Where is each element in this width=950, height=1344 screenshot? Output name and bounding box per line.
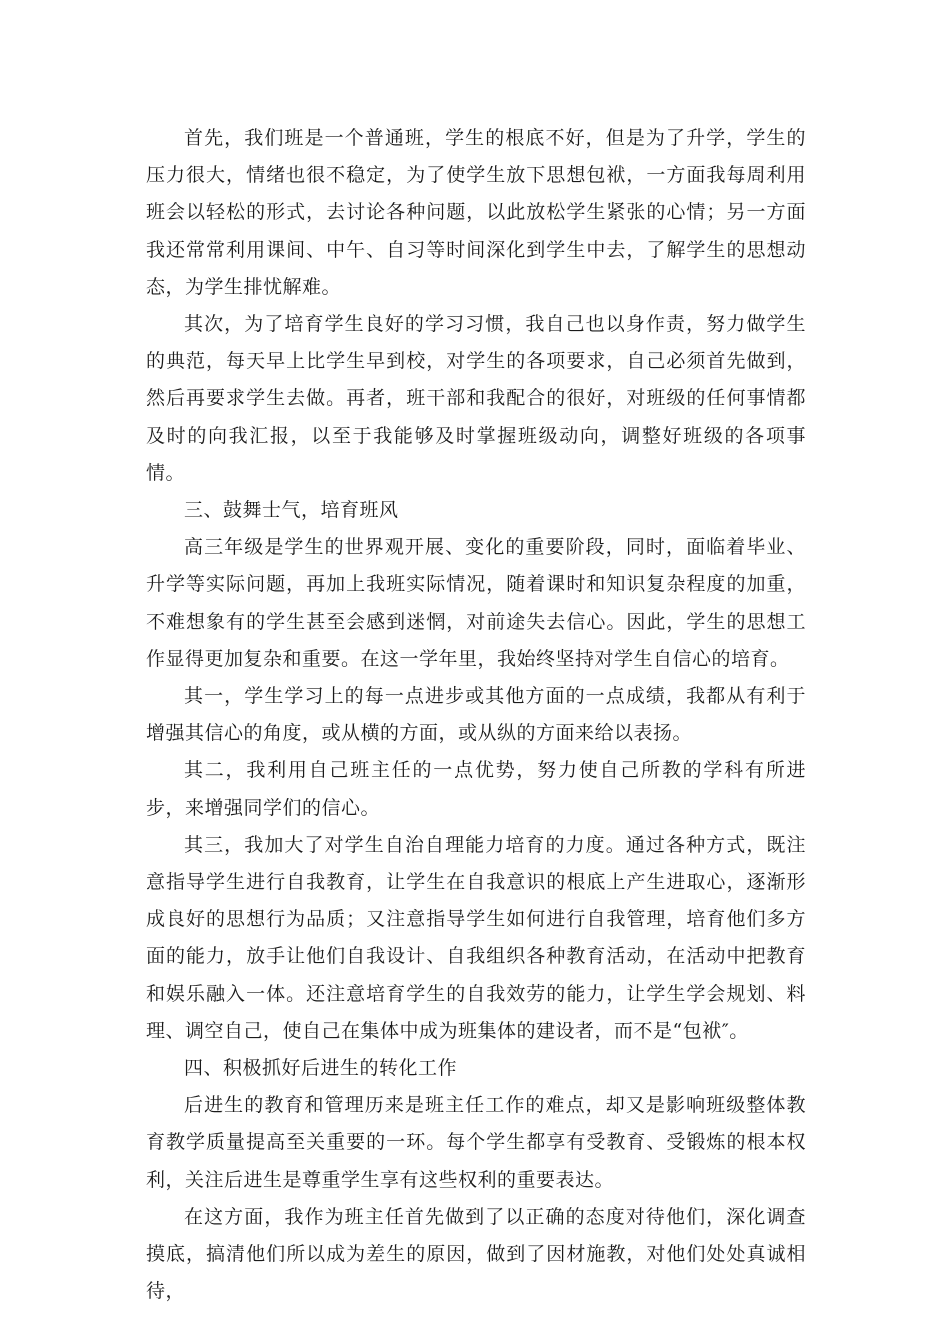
paragraph-zaizhe: 在这方面，我作为班主任首先做到了以正确的态度对待他们，深化调查摸底，搞清他们所以成为差生的原因，做到了因材施教，对他们处处真诚相待，	[146, 1205, 806, 1303]
paragraph-shouxian: 首先，我们班是一个普通班，学生的根底不好，但是为了升学，学生的压力很大，情绪也很不稳定，为了使学生放下思想包袱，一方面我每周利用班会以轻松的形式，去讨论各种问题，以此放松学生紧张的心情；另一方面我还常常利用课间、中午、自习等时间深化到学生中去，了解学生的思想动态，为学生排忧解难。	[146, 127, 806, 298]
document-body	[146, 120, 806, 1311]
paragraph-qiyi: 其一，学生学习上的每一点进步或其他方面的一点成绩，我都从有利于增强其信心的角度，或从横的方面，或从纵的方面来给以表扬。	[146, 685, 806, 745]
section-heading-4: 四、积极抓好后进生的转化工作	[184, 1057, 458, 1080]
paragraph-qisan: 其三，我加大了对学生自治自理能力培育的力度。通过各种方式，既注意指导学生进行自我教育，让学生在自我意识的根底上产生进取心，逐渐形成良好的思想行为品质；又注意指导学生如何进行自我管理，培育他们多方面的能力，放手让他们自我设计、自我组织各种教育活动，在活动中把教育和娱乐融入一体。还注意培育学生的自我效劳的能力，让学生学会规划、料理、调空自己，使自己在集体中成为班集体的建设者，而不是“包袱″。	[146, 833, 806, 1042]
paragraph-qici: 其次，为了培育学生良好的学习习惯，我自己也以身作责，努力做学生的典范，每天早上比学生早到校，对学生的各项要求，自己必须首先做到，然后再要求学生去做。再者，班干部和我配合的很好，对班级的任何事情都及时的向我汇报，以至于我能够及时掌握班级动向，调整好班级的各项事情。	[146, 313, 806, 484]
paragraph-qier: 其二，我利用自己班主任的一点优势，努力使自己所教的学科有所进步，来增强同学们的信心。	[146, 759, 806, 819]
paragraph-gaosan: 高三年级是学生的世界观开展、变化的重要阶段，同时，面临着毕业、升学等实际问题，再加上我班实际情况，随着课时和知识复杂程度的加重，不难想象有的学生甚至会感到迷惘，对前途失去信心。因此，学生的思想工作显得更加复杂和重要。在这一学年里，我始终坚持对学生自信心的培育。	[146, 536, 806, 670]
section-heading-3: 三、鼓舞士气，培育班风	[184, 499, 399, 522]
paragraph-houjinsheng: 后进生的教育和管理历来是班主任工作的难点，却又是影响班级整体教育教学质量提高至关重要的一环。每个学生都享有受教育、受锻炼的根本权利，关注后进生是尊重学生享有这些权利的重要表达。	[146, 1094, 806, 1191]
